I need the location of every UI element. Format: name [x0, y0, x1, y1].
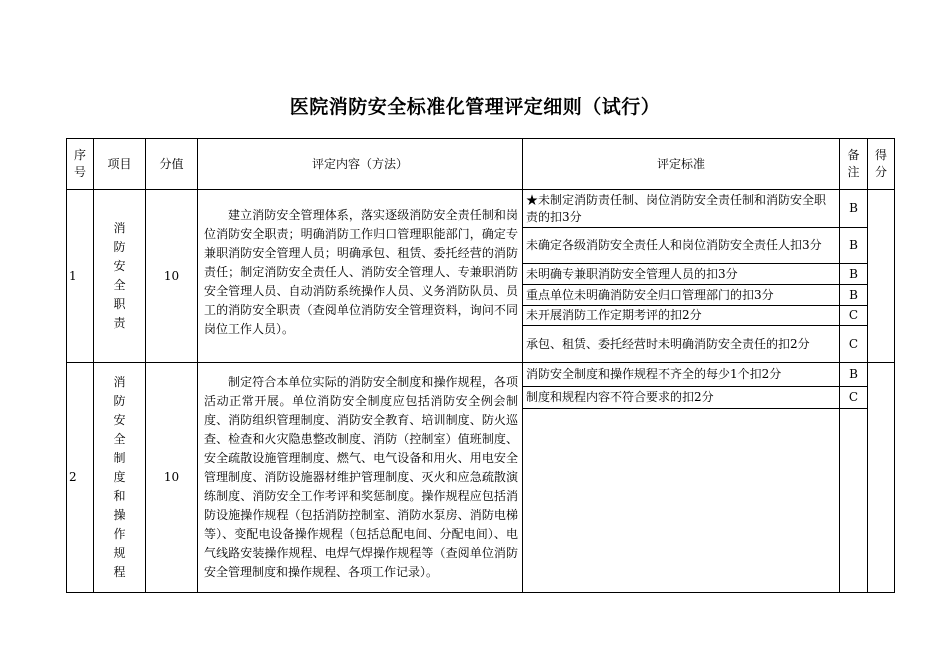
header-seq: 序号	[67, 139, 94, 190]
header-standard: 评定标准	[523, 139, 840, 190]
row-1-note-3: B	[840, 264, 868, 285]
row-2-points	[868, 363, 895, 593]
row-1-points	[868, 190, 895, 363]
row-1-standard-4: 重点单位未明确消防安全归口管理部门的扣3分	[523, 285, 840, 306]
row-1-standard-6: 承包、租赁、委托经营时未明确消防安全责任的扣2分	[523, 326, 840, 363]
row-2-score: 10	[146, 363, 198, 593]
row-2-note-blank	[840, 409, 868, 593]
row-1-seq: 1	[67, 190, 94, 363]
row-1-standard-5: 未开展消防工作定期考评的扣2分	[523, 306, 840, 326]
row-1-standard-1: ★未制定消防责任制、岗位消防安全责任制和消防安全职责的扣3分	[523, 190, 840, 228]
row-2-standard-blank	[523, 409, 840, 593]
row-2-standard-2: 制度和规程内容不符合要求的扣2分	[523, 387, 840, 409]
header-content: 评定内容（方法）	[198, 139, 523, 190]
row-2-content: 制定符合本单位实际的消防安全制度和操作规程，各项活动正常开展。单位消防安全制度应包括消防安全例会制度、消防组织管理制度、消防安全教育、培训制度、防火巡查、检查和火灾隐患整改制度、消防（控制室）值班制度、安全疏散设施管理制度、燃气、电气设备和用火、用电安全管理制度、消防设施器材维护管理制度、灭火和应急疏散演练制度、消防安全工作考评和奖惩制度。操作规程应包括消防设施操作规程（包括消防控制室、消防水泵房、消防电梯等）、变配电设备操作规程（包括总配电间、分配电间）、电气线路安装操作规程、电焊气焊操作规程等（查阅单位消防安全管理制度和操作规程、各项工作记录）。	[198, 363, 523, 593]
row-1-note-4: B	[840, 285, 868, 306]
row-2-item	[94, 363, 146, 593]
table-row	[67, 190, 895, 228]
evaluation-table	[66, 138, 895, 593]
header-note: 备注	[840, 139, 868, 190]
row-1-note-5: C	[840, 306, 868, 326]
row-1-note-6: C	[840, 326, 868, 363]
table-row	[67, 363, 895, 387]
row-1-item-text: 消防安全职责	[113, 221, 126, 330]
header-points: 得分	[868, 139, 895, 190]
row-1-score: 10	[146, 190, 198, 363]
row-1-note-1: B	[840, 190, 868, 228]
row-2-note-1: B	[840, 363, 868, 387]
header-score: 分值	[146, 139, 198, 190]
row-1-item	[94, 190, 146, 363]
row-2-standard-1: 消防安全制度和操作规程不齐全的每少1个扣2分	[523, 363, 840, 387]
header-item: 项目	[94, 139, 146, 190]
page-title: 医院消防安全标准化管理评定细则（试行）	[289, 96, 661, 118]
row-1-standard-2: 未确定各级消防安全责任人和岗位消防安全责任人扣3分	[523, 228, 840, 264]
row-2-note-2: C	[840, 387, 868, 409]
row-1-note-2: B	[840, 228, 868, 264]
row-1-content: 建立消防安全管理体系，落实逐级消防安全责任制和岗位消防安全职责；明确消防工作归口管理职能部门，确定专兼职消防安全管理人员；明确承包、租赁、委托经营的消防责任；制定消防安全责任人、消防安全管理人、专兼职消防安全管理人员、自动消防系统操作人员、义务消防队员、员工的消防安全职责（查阅单位消防安全管理资料，询问不同岗位工作人员）。	[198, 190, 523, 363]
row-2-item-text: 消防安全制度和操作规程	[113, 375, 126, 579]
row-2-seq: 2	[67, 363, 94, 593]
header-row	[67, 139, 895, 190]
row-1-standard-3: 未明确专兼职消防安全管理人员的扣3分	[523, 264, 840, 285]
